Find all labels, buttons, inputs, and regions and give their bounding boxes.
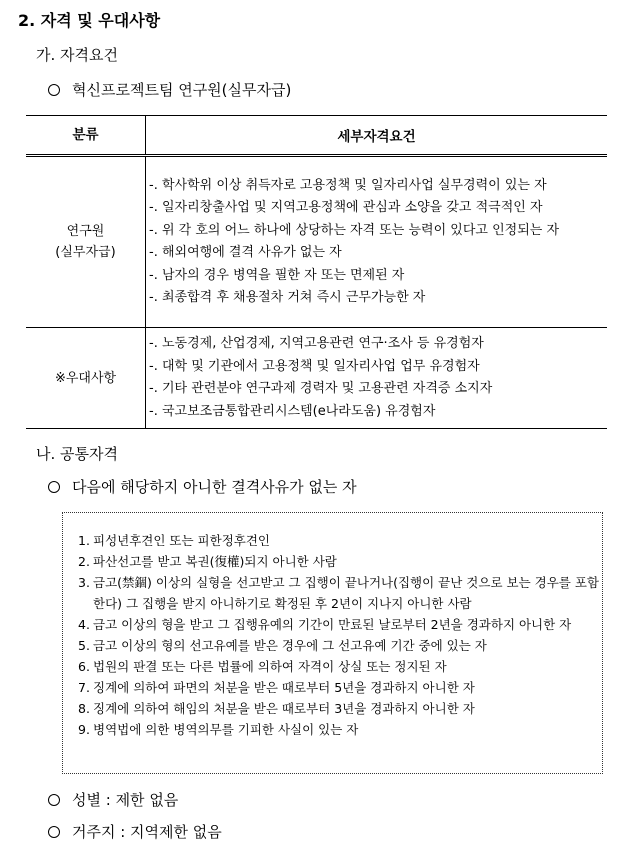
item-text: 병역법에 의한 병역의무를 기피한 사실이 있는 자 bbox=[93, 722, 359, 737]
common-intro-line bbox=[48, 476, 357, 497]
list-item bbox=[78, 530, 602, 551]
preference-item: -. 국고보조금통합관리시스템(e나라도움) 유경험자 bbox=[149, 403, 436, 419]
requirement-item: -. 일자리창출사업 및 지역고용정책에 관심과 소양을 갖고 적극적인 자 bbox=[149, 200, 543, 215]
item-text: 금고(禁錮) 이상의 실형을 선고받고 그 집행이 끝나거나(집행이 끝난 것으로 보는 경우를 포함한다) 그 집행을 받지 아니하기로 확정된 후 2년이 지나지 아니한 사람 bbox=[93, 575, 599, 611]
requirement-item: -. 남자의 경우 병역을 필한 자 또는 면제된 자 bbox=[149, 267, 405, 283]
item-text: 징계에 의하여 해임의 처분을 받은 때로부터 3년을 경과하지 아니한 자 bbox=[93, 701, 475, 716]
residence-line bbox=[48, 821, 222, 842]
circle-bullet-icon bbox=[48, 794, 60, 806]
requirement-item: -. 학사학위 이상 취득자로 고용정책 및 일자리사업 실무경력이 있는 자 bbox=[149, 177, 547, 193]
disqualification-list bbox=[78, 530, 602, 740]
preference-item: -. 노동경제, 산업경제, 지역고용관련 연구·조사 등 유경험자 bbox=[149, 336, 484, 351]
requirement-item: -. 최종합격 후 채용절차 거쳐 즉시 근무가능한 자 bbox=[149, 290, 426, 305]
list-item bbox=[78, 551, 602, 572]
header-category: 분류 bbox=[26, 116, 146, 156]
position-title: 혁신프로젝트팀 연구원(실무자급) bbox=[72, 81, 292, 99]
item-number: 8. bbox=[78, 701, 90, 716]
gender-text: 성별 : 제한 없음 bbox=[72, 791, 179, 809]
item-text: 파산선고를 받고 복권(復權)되지 아니한 사람 bbox=[93, 554, 337, 569]
list-item bbox=[78, 719, 602, 740]
circle-bullet-icon bbox=[48, 826, 60, 838]
item-text: 금고 이상의 형의 선고유예를 받은 경우에 그 선고유예 기간 중에 있는 자 bbox=[93, 638, 487, 653]
table-row bbox=[26, 328, 607, 429]
requirement-item: -. 위 각 호의 어느 하나에 상당하는 자격 또는 능력이 있다고 인정되는 자 bbox=[149, 222, 560, 238]
subsection-title-a: 가. 자격요건 bbox=[36, 46, 118, 64]
header-detail: 세부자격요건 bbox=[146, 116, 608, 156]
subsection-title-b: 나. 공통자격 bbox=[36, 445, 118, 463]
row-items bbox=[146, 156, 608, 328]
item-number: 7. bbox=[78, 680, 90, 695]
circle-bullet-icon bbox=[48, 481, 60, 493]
list-item bbox=[78, 656, 602, 677]
common-intro: 다음에 해당하지 아니한 결격사유가 없는 자 bbox=[72, 478, 357, 496]
list-item bbox=[78, 572, 602, 614]
table-header-row bbox=[26, 116, 607, 156]
list-item bbox=[78, 614, 602, 635]
list-item bbox=[78, 698, 602, 719]
item-number: 5. bbox=[78, 638, 90, 653]
residence-text: 거주지 : 지역제한 없음 bbox=[72, 823, 222, 841]
section-title: 2. 자격 및 우대사항 bbox=[18, 11, 161, 30]
item-number: 3. bbox=[78, 575, 90, 590]
item-number: 6. bbox=[78, 659, 90, 674]
row-category bbox=[26, 328, 146, 429]
category-label: 연구원 (실무자급) bbox=[55, 224, 116, 260]
item-number: 9. bbox=[78, 722, 90, 737]
item-text: 징계에 의하여 파면의 처분을 받은 때로부터 5년을 경과하지 아니한 자 bbox=[93, 680, 475, 695]
circle-bullet-icon bbox=[48, 84, 60, 96]
item-number: 2. bbox=[78, 554, 90, 569]
list-item bbox=[78, 677, 602, 698]
item-number: 1. bbox=[78, 533, 90, 548]
category-label: ※우대사항 bbox=[54, 370, 117, 386]
row-items bbox=[146, 328, 608, 429]
item-text: 법원의 판결 또는 다른 법률에 의하여 자격이 상실 또는 정지된 자 bbox=[93, 659, 447, 674]
table-row bbox=[26, 156, 607, 328]
list-item bbox=[78, 635, 602, 656]
preference-item: -. 대학 및 기관에서 고용정책 및 일자리사업 업무 유경험자 bbox=[149, 358, 480, 374]
gender-line bbox=[48, 789, 178, 810]
disqualification-box bbox=[62, 512, 603, 774]
preference-item: -. 기타 관련분야 연구과제 경력자 및 고용관련 자격증 소지자 bbox=[149, 381, 493, 396]
qualification-table bbox=[26, 115, 607, 429]
position-line bbox=[48, 79, 291, 100]
item-text: 피성년후견인 또는 피한정후견인 bbox=[93, 533, 270, 548]
requirement-item: -. 해외여행에 결격 사유가 없는 자 bbox=[149, 245, 342, 260]
item-text: 금고 이상의 형을 받고 그 집행유예의 기간이 만료된 날로부터 2년을 경과하지 아니한 자 bbox=[93, 617, 572, 632]
row-category bbox=[26, 156, 146, 328]
item-number: 4. bbox=[78, 617, 90, 632]
